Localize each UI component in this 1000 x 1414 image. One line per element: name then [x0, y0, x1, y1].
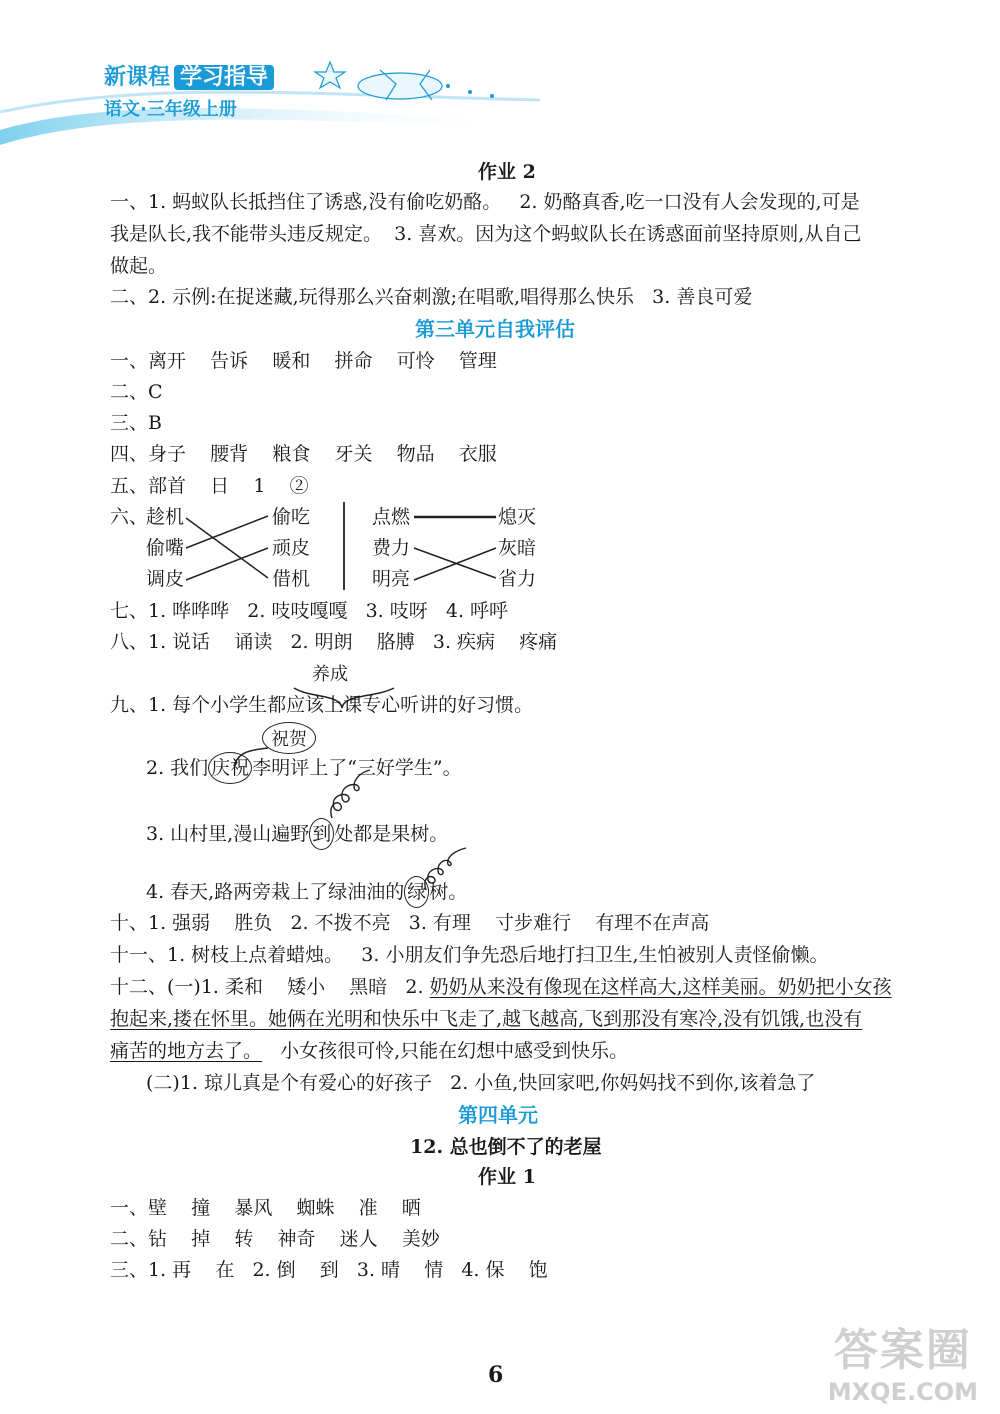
u3-text: 五、部首 日 1 ② — [110, 475, 309, 497]
circled-word: 绿 — [404, 876, 429, 908]
u3-text: (二)1. 琼儿真是个有爱心的好孩子 2. 小鱼,快回家吧,你妈妈找不到你,该着急了 — [146, 1072, 816, 1094]
book-subtitle: 语文·三年级上册 — [104, 99, 237, 120]
watermark-url: MXQE.COM — [827, 1378, 978, 1406]
circled-word: 到 — [309, 818, 334, 850]
match-right-a-2: 明亮 — [372, 568, 411, 590]
hw1-text: 三、1. 再 在 2. 倒 到 3. 晴 情 4. 保 饱 — [110, 1259, 548, 1281]
match-right-b-1: 灰暗 — [498, 537, 537, 559]
unit-4-title: 第四单元 — [458, 1103, 538, 1127]
matching-lines — [0, 0, 1000, 620]
u3-item-12-2 — [110, 1004, 862, 1034]
match-right-b-0: 熄灭 — [498, 506, 537, 528]
unit-3-assessment-title: 第三单元自我评估 — [415, 317, 575, 341]
u3-text: 小女孩很可怜,只能在幻想中感受到快乐。 — [262, 1040, 629, 1062]
u3-item-9-3 — [146, 818, 448, 850]
u3-text: 4. 春天,路两旁栽上了绿油油的 — [146, 881, 405, 903]
match-left-b-0: 偷吃 — [272, 506, 311, 528]
u3-text: 三、B — [110, 412, 162, 434]
match-right-a-1: 费力 — [372, 537, 411, 559]
u3-text: 二、C — [110, 381, 163, 403]
u3-text: 七、1. 哗哗哗 2. 吱吱嘎嘎 3. 吱呀 4. 呼呼 — [110, 600, 509, 622]
u3-text: 十、1. 强弱 胜负 2. 不拨不亮 3. 有理 寸步难行 有理不在声高 — [110, 912, 710, 934]
underlined-text: 奶奶从来没有像现在这样高大,这样美丽。奶奶把小女孩 — [429, 976, 892, 998]
u3-text: 一、离开 告诉 暖和 拼命 可怜 管理 — [110, 350, 497, 372]
u3-text: 八、1. 说话 诵读 2. 明朗 胳膊 3. 疾病 疼痛 — [110, 631, 558, 653]
page-number: 6 — [488, 1362, 504, 1388]
match-left-a-2: 调皮 — [146, 568, 185, 590]
hw2-text: 我是队长,我不能带头违反规定。 3. 喜欢。因为这个蚂蚁队长在诱惑面前坚持原则,从自己 — [110, 223, 862, 245]
match-left-a-1: 偷嘴 — [146, 537, 185, 559]
homework-2-title: 作业 2 — [478, 161, 536, 183]
replace-annotation-zhuhe: 祝贺 — [262, 722, 316, 754]
u3-item-9-1 — [110, 690, 533, 720]
u3-text: 十一、1. 树枝上点着蜡烛。 3. 小朋友们争先恐后地打扫卫生,生怕被别人责怪偷懒。 — [110, 944, 829, 966]
match-left-b-2: 借机 — [272, 568, 311, 590]
hw1-item-3 — [110, 1255, 548, 1285]
delete-mark-loop — [318, 766, 378, 822]
hw2-text: 二、2. 示例:在捉迷藏,玩得那么兴奋刺激;在唱歌,唱得那么快乐 3. 善良可爱 — [110, 286, 753, 308]
match-left-b-1: 顽皮 — [272, 537, 311, 559]
match-right-b-2: 省力 — [498, 568, 537, 590]
u3-text: 十二、(一)1. 柔和 矮小 黑暗 2. — [110, 976, 430, 998]
hw1-text: 一、壁 撞 暴风 蜘蛛 准 晒 — [110, 1197, 421, 1219]
lesson-12-title: 12. 总也倒不了的老屋 — [410, 1136, 602, 1158]
u3-text: 3. 山村里,漫山遍野 — [146, 823, 310, 845]
match-left-a-0: 趁机 — [146, 506, 185, 528]
brand-pill: 学习指导 — [174, 65, 274, 90]
u3-item-7 — [110, 596, 508, 626]
hw2-text: 做起。 — [110, 255, 168, 277]
u3-text: 四、身子 腰背 粮食 牙关 物品 衣服 — [110, 443, 497, 465]
u3-text: 李明评上了“三好学生”。 — [252, 757, 462, 779]
homework-1-title: 作业 1 — [478, 1166, 536, 1188]
u3-item-9-2 — [146, 752, 462, 784]
hw1-item-2 — [110, 1224, 440, 1254]
u3-text: 2. 我们 — [146, 757, 209, 779]
brand-name: 新课程 — [104, 65, 171, 90]
u3-item-11 — [110, 940, 829, 970]
insert-annotation-yangcheng: 养成 — [312, 664, 348, 685]
u3-text: 九、1. 每个小学生都应该上课专心听讲的好习惯。 — [110, 694, 534, 716]
underlined-text: 抱起来,搂在怀里。她俩在光明和快乐中飞走了,越飞越高,飞到那没有寒冷,没有饥饿,也没有 — [110, 1008, 863, 1030]
watermark-logo — [828, 1314, 978, 1406]
u3-text: 树。 — [429, 881, 468, 903]
u3-item-9-4 — [146, 876, 467, 908]
hw2-text: 一、1. 蚂蚁队长抵挡住了诱惑,没有偷吃奶酪。 2. 奶酪真香,吃一口没有人会发现的,可是 — [110, 191, 860, 213]
match-right-a-0: 点燃 — [372, 506, 411, 528]
u3-item-8 — [110, 627, 557, 657]
u3-text: 处都是果树。 — [334, 823, 449, 845]
u3-item-12-1 — [110, 972, 892, 1002]
circled-word: 庆祝 — [208, 752, 252, 784]
u3-item-10 — [110, 908, 709, 938]
hw1-item-1 — [110, 1193, 421, 1223]
matching-label: 六、 — [110, 506, 149, 528]
u3-item-12-3 — [110, 1036, 628, 1066]
watermark-text: 答案圈 — [833, 1325, 972, 1376]
hw1-text: 二、钻 掉 转 神奇 迷人 美妙 — [110, 1228, 440, 1250]
underlined-text: 痛苦的地方去了。 — [110, 1040, 263, 1062]
u3-item-12-4 — [146, 1068, 815, 1098]
